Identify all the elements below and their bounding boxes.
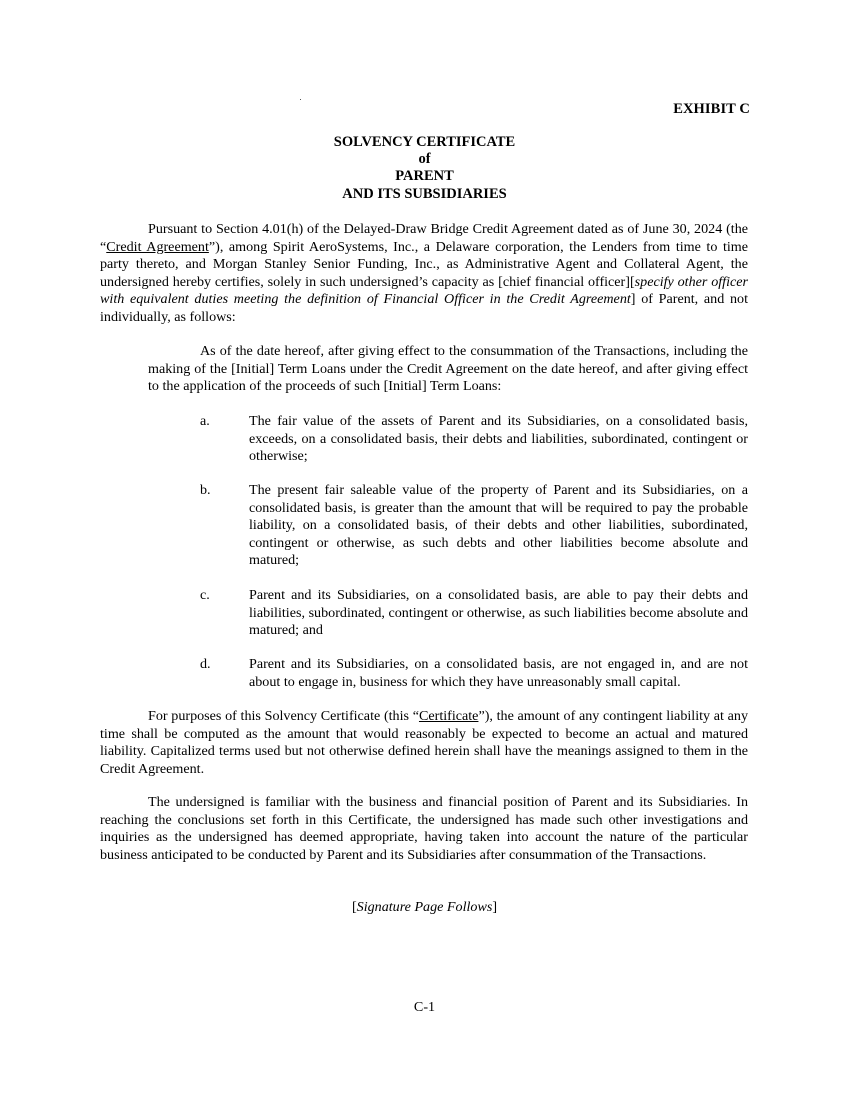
title-line-2: of: [418, 151, 431, 168]
list-item: [200, 656, 748, 691]
purposes-text-1: For purposes of this Solvency Certificate (this “: [148, 708, 419, 724]
title-line-3: PARENT: [395, 168, 454, 185]
intro-text-1: Pursuant to Section 4.01(h) of the Delayed-Draw Bridge Credit Agreement dated as of June 30, 2024 (the “: [100, 221, 748, 255]
title-line-1: SOLVENCY CERTIFICATE: [333, 134, 516, 150]
intro-italic-text: specify other officer with equivalent duties meeting the definition of Financial Officer in the Credit Agreement: [100, 273, 749, 307]
defined-term-credit-agreement: Credit Agreement: [106, 238, 209, 255]
familiarity-paragraph: The undersigned is familiar with the business and financial position of Parent and its Subsidiaries. In reaching the conclusions set forth in this Certificate, the undersigned has made such other investigations and inquiries as the undersigned has deemed appropriate, having taken into account the nature of the particular business anticipated to be conducted by Parent and its Subsidiaries after consummation of the Transactions.: [100, 794, 748, 863]
exhibit-label: EXHIBIT C: [673, 101, 750, 117]
purposes-text-2: ”), the amount of any contingent liability at any time shall be computed as the amount that would reasonably be expected to become an actual and matured liability. Capitalized terms used but not otherwise defined herein shall have the meanings assigned to them in the Credit Agreement.: [100, 708, 749, 777]
intro-text-2: ”), among Spirit AeroSystems, Inc., a Delaware corporation, the Lenders from time to time party thereto, and Morgan Stanley Senior Funding, Inc., as Administrative Agent and Collateral Agent, the undersigned hereby certifies, solely in such undersigned’s capacity as [chief financial officer][: [100, 238, 748, 290]
statement-paragraph: As of the date hereof, after giving effect to the consummation of the Transactions, including the making of the [Initial] Term Loans under the Credit Agreement on the date hereof, and after giving effect to the application of the proceeds of such [Initial] Term Loans:: [148, 343, 748, 394]
intro-text-3: ] of Parent, and not individually, as follows:: [100, 291, 748, 325]
signature-page-note: [0, 899, 849, 916]
title-line-4: AND ITS SUBSIDIARIES: [342, 185, 507, 202]
list-item-label: d.: [200, 656, 211, 672]
sig-text: Signature Page Follows: [356, 899, 493, 915]
list-item: [200, 587, 748, 640]
list-item: [200, 413, 748, 466]
list-item-text: Parent and its Subsidiaries, on a consolidated basis, are not engaged in, and are not about to engage in, business for which they have unreasonably small capital.: [249, 656, 748, 690]
purposes-paragraph: [100, 708, 748, 778]
list-item-text: The present fair saleable value of the property of Parent and its Subsidiaries, on a consolidated basis, is greater than the amount that will be required to pay the probable liability, on a consolidated basis, of their debts and other liabilities, subordinated, contingent or otherwise, as such debts and other liabilities become absolute and matured;: [249, 482, 748, 568]
list-item-label: b.: [200, 482, 211, 498]
list-item: [200, 482, 748, 570]
document-title: [0, 134, 849, 203]
defined-term-certificate: Certificate: [418, 708, 479, 724]
sig-open-bracket: [: [351, 899, 357, 915]
intro-paragraph: [100, 221, 748, 326]
list-item-text: The fair value of the assets of Parent and its Subsidiaries, on a consolidated basis, exceeds, on a consolidated basis, their debts and liabilities, subordinated, contingent or otherwise;: [249, 413, 748, 464]
sig-close-bracket: ]: [492, 899, 498, 915]
list-item-text: Parent and its Subsidiaries, on a consolidated basis, are able to pay their debts and liabilities, subordinated, contingent or otherwise, as such liabilities become absolute and matured; and: [249, 587, 748, 638]
page-number: C-1: [413, 999, 436, 1015]
stray-mark: [300, 99, 301, 100]
list-item-label: c.: [200, 587, 210, 603]
list-item-label: a.: [200, 413, 210, 429]
